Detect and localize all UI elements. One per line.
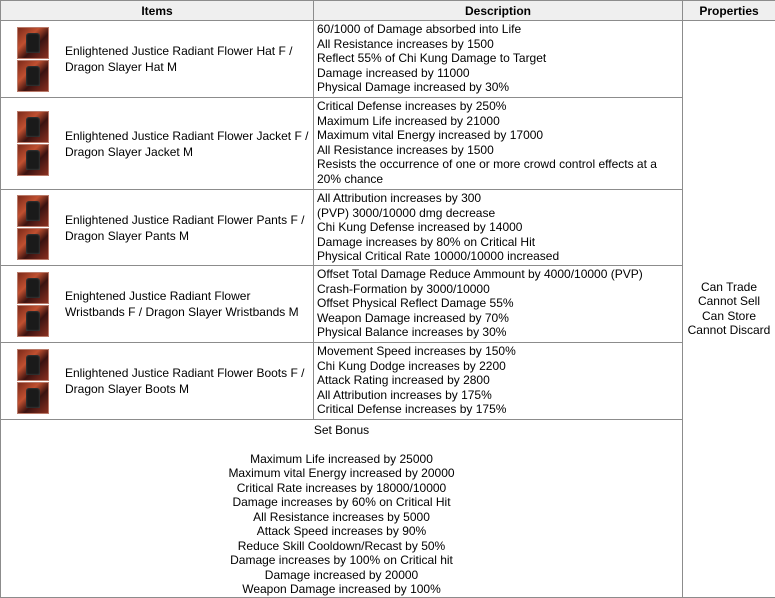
description-line: Reflect 55% of Chi Kung Damage to Target xyxy=(317,51,547,65)
description-line: Crash-Formation by 3000/10000 xyxy=(317,281,490,296)
description-line: Resists the occurrence of one or more crowd control effects at a xyxy=(317,157,657,171)
item-name-line: Dragon Slayer Boots M xyxy=(65,382,190,396)
description-line: Attack Rating increased by 2800 xyxy=(317,373,490,387)
description-line: Offset Total Damage Reduce Ammount by 4000/10000 (PVP) xyxy=(317,267,643,281)
header-description: Description xyxy=(314,1,683,21)
set-bonus-line: Damage increases by 100% on Critical hit xyxy=(230,553,453,567)
item-cell-jacket xyxy=(1,98,314,190)
item-name-line: Dragon Slayer Jacket M xyxy=(65,144,194,159)
item-name-line: Dragon Slayer Hat M xyxy=(65,60,178,74)
jacket-icon xyxy=(17,144,49,176)
description-line: Movement Speed increases by 150% xyxy=(317,344,516,358)
set-bonus-line: Reduce Skill Cooldown/Recast by 50% xyxy=(237,538,446,553)
item-name-line: Enlightened Justice Radiant Flower Jacket F / xyxy=(65,128,309,143)
item-name-line: Enlightened Justice Radiant Flower Hat F / xyxy=(65,44,293,58)
description-line: Maximum vital Energy increased by 17000 xyxy=(317,128,544,142)
wristbands-icon xyxy=(17,305,49,337)
header-properties: Properties xyxy=(683,1,775,21)
item-cell-boots xyxy=(1,343,314,420)
item-description xyxy=(314,21,683,98)
property-cannot-discard: Cannot Discard xyxy=(687,323,771,338)
item-description xyxy=(314,343,683,420)
item-row-wristbands xyxy=(1,266,775,343)
description-line: Chi Kung Defense increased by 14000 xyxy=(317,220,523,234)
set-bonus-line: Damage increases by 60% on Critical Hit xyxy=(232,495,451,509)
description-line: Damage increased by 11000 xyxy=(317,65,470,80)
jacket-icon xyxy=(17,111,49,143)
set-bonus-line: Maximum vital Energy increased by 20000 xyxy=(228,466,455,480)
hat-icon xyxy=(17,27,49,59)
description-line: Chi Kung Dodge increases by 2200 xyxy=(317,358,506,373)
description-line: All Resistance increases by 1500 xyxy=(317,36,494,51)
description-line: 20% chance xyxy=(317,171,384,186)
header-items: Items xyxy=(1,1,314,21)
description-line: All Resistance increases by 1500 xyxy=(317,142,494,157)
description-line: Critical Defense increases by 175% xyxy=(317,402,507,416)
item-name xyxy=(65,365,313,397)
item-name xyxy=(65,128,313,160)
item-description xyxy=(314,98,683,190)
set-bonus-line: Critical Rate increases by 18000/10000 xyxy=(236,480,447,495)
pants-icon xyxy=(17,228,49,260)
item-cell-hat xyxy=(1,21,314,98)
item-row-jacket xyxy=(1,98,775,190)
set-bonus-title: Set Bonus xyxy=(313,423,370,437)
description-line: 60/1000 of Damage absorbed into Life xyxy=(317,22,522,36)
set-bonus-cell xyxy=(1,420,683,598)
item-name-line: Enlightened Justice Radiant Flower Pants F / xyxy=(65,212,305,227)
set-bonus-row xyxy=(1,420,775,598)
set-bonus-line: Damage increased by 20000 xyxy=(264,567,419,582)
property-cannot-sell: Cannot Sell xyxy=(697,294,761,309)
description-line: Weapon Damage increased by 70% xyxy=(317,310,509,325)
properties-cell xyxy=(683,21,775,598)
boots-icon xyxy=(17,382,49,414)
item-row-boots xyxy=(1,343,775,420)
description-line: All Attribution increases by 175% xyxy=(317,387,492,402)
item-row-hat xyxy=(1,21,775,98)
hat-icon xyxy=(17,60,49,92)
description-line: (PVP) 3000/10000 dmg decrease xyxy=(317,205,496,220)
item-name xyxy=(65,212,313,244)
set-bonus-line: Weapon Damage increased by 100% xyxy=(242,582,441,596)
description-line: Offset Physical Reflect Damage 55% xyxy=(317,296,514,310)
item-cell-pants xyxy=(1,190,314,266)
description-line: All Attribution increases by 300 xyxy=(317,191,482,205)
item-name-line: Wristbands F / Dragon Slayer Wristbands M xyxy=(65,305,299,319)
boots-icon xyxy=(17,349,49,381)
set-bonus-line: Maximum Life increased by 25000 xyxy=(250,451,433,466)
item-name xyxy=(65,288,313,320)
item-name xyxy=(65,43,313,75)
item-name-line: Enlightened Justice Radiant Flower Boots F / xyxy=(65,366,305,380)
description-line: Physical Critical Rate 10000/10000 increased xyxy=(317,249,560,263)
description-line: Maximum Life increased by 21000 xyxy=(317,113,500,128)
set-bonus-line: Attack Speed increases by 90% xyxy=(256,524,427,538)
description-line: Physical Balance increases by 30% xyxy=(317,325,507,339)
pants-icon xyxy=(17,195,49,227)
header-row xyxy=(1,1,775,21)
property-can-store: Can Store xyxy=(701,308,757,323)
set-bonus-line: All Resistance increases by 5000 xyxy=(253,509,430,524)
item-name-line: Enightened Justice Radiant Flower xyxy=(65,289,251,303)
property-can-trade: Can Trade xyxy=(700,279,758,294)
item-row-pants xyxy=(1,190,775,266)
item-name-line: Dragon Slayer Pants M xyxy=(65,228,190,243)
item-description xyxy=(314,266,683,343)
item-description xyxy=(314,190,683,266)
item-cell-wristbands xyxy=(1,266,314,343)
description-line: Damage increases by 80% on Critical Hit xyxy=(317,234,536,249)
description-line: Critical Defense increases by 250% xyxy=(317,99,507,113)
description-line: Physical Damage increased by 30% xyxy=(317,80,510,94)
wristbands-icon xyxy=(17,272,49,304)
